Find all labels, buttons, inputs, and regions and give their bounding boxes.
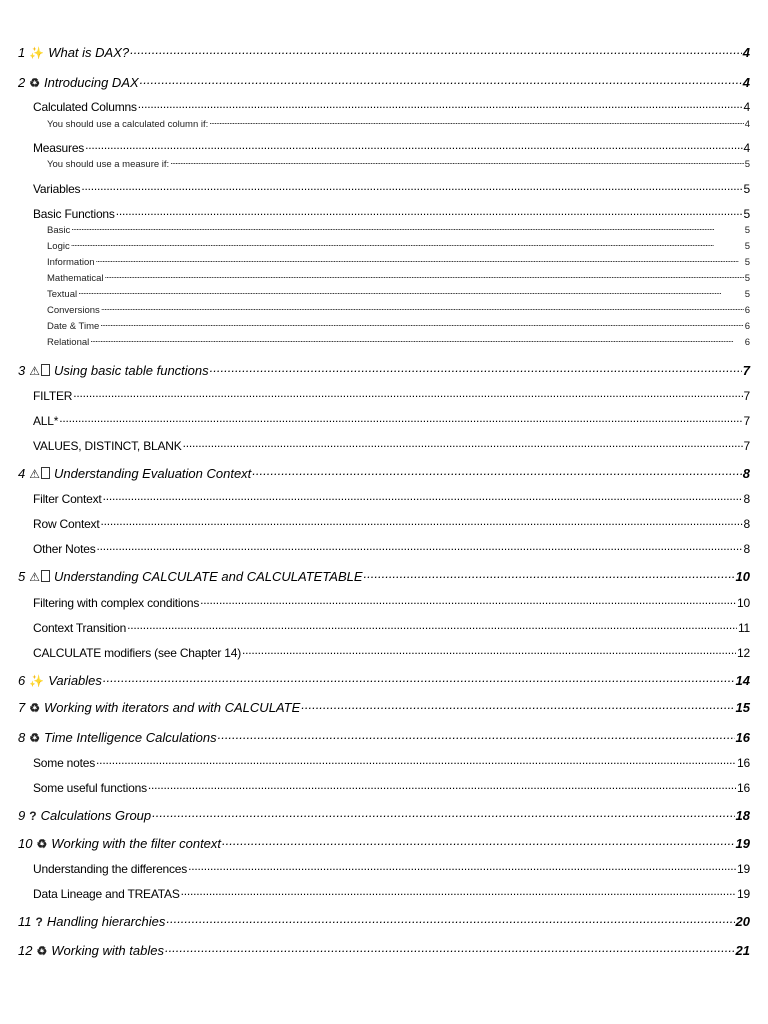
toc-entry-page-number: 7 [743, 389, 750, 403]
toc-entry-page-number: 8 [743, 492, 750, 506]
toc-entry-title: Textual [47, 288, 78, 300]
toc-entry-level-3[interactable] [47, 117, 750, 130]
toc-entry-heading [18, 943, 164, 958]
toc-entry-heading [47, 257, 95, 268]
recycle-icon: ♻ [36, 837, 48, 851]
toc-entry-page-number: 4 [744, 118, 750, 130]
toc-entry-heading [47, 273, 104, 284]
question-icon: ? [29, 809, 37, 823]
toc-entry-title: ALL* [33, 414, 59, 428]
toc-entry-title: Information [47, 256, 95, 268]
toc-entry-level-2[interactable] [33, 595, 750, 610]
toc-entry-level-3[interactable] [47, 319, 750, 332]
dot-leader [101, 303, 744, 313]
toc-entry-heading [47, 159, 169, 170]
toc-entry-level-2[interactable] [33, 541, 750, 556]
toc-entry-heading [18, 673, 102, 688]
toc-entry-heading [33, 414, 58, 428]
toc-entry-page-number: 6 [744, 336, 750, 348]
dot-leader [181, 886, 736, 898]
toc-entry-page-number: 7 [743, 439, 750, 453]
toc-entry-page-number: 15 [735, 700, 750, 715]
toc-entry-title: What is DAX? [48, 45, 130, 60]
toc-entry-heading [33, 542, 96, 556]
toc-entry-title: Variables [48, 673, 102, 688]
dot-leader [183, 438, 743, 450]
dot-leader [71, 239, 744, 249]
toc-entry-level-2[interactable] [33, 491, 750, 506]
toc-entry-heading [18, 45, 129, 60]
toc-entry-page-number: 4 [742, 45, 750, 60]
toc-entry-heading [18, 700, 300, 715]
toc-entry-title: Conversions [47, 304, 100, 316]
toc-entry-heading [47, 305, 100, 316]
toc-entry-page-number: 5 [743, 182, 750, 196]
dot-leader [96, 255, 744, 265]
dot-leader [85, 140, 742, 152]
toc-entry-title: Time Intelligence Calculations [44, 730, 217, 745]
toc-entry-heading [47, 119, 208, 130]
toc-entry-title: Calculations Group [40, 808, 152, 823]
toc-entry-page-number: 10 [735, 569, 750, 584]
toc-entry-page-number: 7 [743, 414, 750, 428]
toc-entry-title: Row Context [33, 517, 100, 531]
toc-entry-page-number: 5 [744, 158, 750, 170]
toc-entry-heading [33, 646, 241, 660]
dot-leader [100, 319, 743, 329]
toc-entry-heading [47, 289, 77, 300]
toc-entry-page-number: 8 [743, 542, 750, 556]
toc-entry-heading [33, 781, 147, 795]
toc-entry-level-1[interactable] [18, 835, 750, 851]
toc-entry-page-number: 8 [742, 466, 750, 481]
toc-entry-page-number: 8 [743, 517, 750, 531]
toc-entry-heading [33, 207, 115, 221]
toc-entry-level-1[interactable] [18, 942, 750, 958]
toc-entry-level-1[interactable] [18, 568, 750, 584]
toc-entry-heading [33, 389, 72, 403]
toc-entry-heading [33, 141, 84, 155]
chapter-number: 1 [18, 45, 26, 60]
toc-entry-page-number: 4 [743, 141, 750, 155]
toc-entry-level-2[interactable] [33, 620, 750, 635]
toc-entry-title: Working with iterators and with CALCULATE [44, 700, 301, 715]
toc-entry-level-2[interactable] [33, 516, 750, 531]
toc-entry-page-number: 4 [743, 100, 750, 114]
dot-leader [90, 335, 743, 345]
toc-entry-heading [47, 321, 99, 332]
toc-entry-level-3[interactable] [47, 255, 750, 268]
toc-entry-heading [33, 887, 180, 901]
toc-entry-page-number: 10 [737, 596, 750, 610]
toc-entry-page-number: 6 [744, 304, 750, 316]
dot-leader [140, 74, 742, 87]
toc-entry-title: Relational [47, 336, 90, 348]
toc-entry-level-2[interactable] [33, 99, 750, 114]
toc-entry-level-1[interactable] [18, 729, 750, 745]
toc-entry-page-number: 12 [737, 646, 750, 660]
warning-icon: ⚠ [29, 364, 50, 378]
toc-entry-title: Understanding the differences [33, 862, 188, 876]
toc-entry-title: Basic [47, 224, 71, 236]
toc-entry-heading [33, 182, 80, 196]
toc-entry-level-3[interactable] [47, 157, 750, 170]
toc-entry-level-1[interactable] [18, 699, 750, 715]
toc-entry-title: CALCULATE modifiers (see Chapter 14) [33, 646, 241, 660]
toc-entry-heading [33, 439, 182, 453]
dot-leader [364, 568, 735, 581]
toc-entry-title: Basic Functions [33, 207, 115, 221]
recycle-icon: ♻ [29, 76, 40, 90]
toc-entry-level-2[interactable] [33, 388, 750, 403]
toc-entry-heading [18, 363, 209, 378]
toc-entry-page-number: 4 [742, 75, 750, 90]
toc-entry-title: You should use a calculated column if: [47, 118, 209, 130]
toc-entry-level-2[interactable] [33, 861, 750, 876]
dot-leader [222, 835, 735, 848]
toc-entry-page-number: 5 [744, 224, 750, 236]
toc-entry-page-number: 7 [742, 363, 750, 378]
dot-leader [127, 620, 737, 632]
toc-entry-page-number: 5 [744, 240, 750, 252]
toc-entry-level-1[interactable] [18, 807, 750, 823]
dot-leader [210, 362, 742, 375]
dot-leader [170, 157, 744, 167]
warning-icon: ⚠ [29, 467, 50, 481]
recycle-icon: ♻ [29, 701, 40, 715]
toc-entry-title: Filtering with complex conditions [33, 596, 200, 610]
toc-entry-title: Data Lineage and TREATAS [33, 887, 180, 901]
dot-leader [200, 595, 736, 607]
toc-entry-title: Understanding Evaluation Context [54, 466, 252, 481]
toc-entry-level-2[interactable] [33, 780, 750, 795]
toc-entry-heading [33, 100, 137, 114]
sparkles-icon: ✨ [29, 46, 45, 60]
toc-entry-page-number: 20 [735, 914, 750, 929]
toc-entry-heading [47, 337, 89, 348]
toc-entry-level-2[interactable] [33, 140, 750, 155]
recycle-icon: ♻ [36, 944, 48, 958]
toc-entry-title: Working with tables [51, 943, 164, 958]
toc-entry-level-2[interactable] [33, 413, 750, 428]
dot-leader [130, 44, 742, 57]
toc-entry-page-number: 16 [737, 781, 750, 795]
toc-entry-heading [18, 569, 363, 584]
dot-leader [148, 780, 736, 792]
toc-entry-heading [18, 75, 139, 90]
toc-entry-title: Date & Time [47, 320, 100, 332]
chapter-number: 10 [18, 836, 33, 851]
toc-entry-level-3[interactable] [47, 223, 750, 236]
toc-entry-title: Handling hierarchies [46, 914, 166, 929]
dot-leader [101, 516, 743, 528]
toc-entry-title: Other Notes [33, 542, 96, 556]
toc-entry-heading [47, 225, 70, 236]
toc-entry-title: Calculated Columns [33, 100, 137, 114]
toc-entry-level-3[interactable] [47, 335, 750, 348]
toc-entry-level-1[interactable] [18, 465, 750, 481]
toc-entry-page-number: 11 [737, 621, 750, 635]
dot-leader [209, 117, 743, 127]
toc-entry-page-number: 19 [737, 862, 750, 876]
toc-entry-page-number: 18 [735, 808, 750, 823]
toc-entry-title: Some useful functions [33, 781, 147, 795]
toc-entry-title: Introducing DAX [44, 75, 139, 90]
toc-entry-page-number: 5 [744, 272, 750, 284]
toc-entry-page-number: 16 [737, 756, 750, 770]
toc-entry-heading [33, 492, 102, 506]
toc-entry-page-number: 5 [743, 207, 750, 221]
dot-leader [78, 287, 744, 297]
toc-entry-title: Logic [47, 240, 70, 252]
dot-leader [242, 645, 736, 657]
toc-entry-title: Using basic table functions [54, 363, 209, 378]
dot-leader [59, 413, 742, 425]
toc-entry-heading [33, 596, 199, 610]
toc-entry-level-3[interactable] [47, 239, 750, 252]
toc-entry-heading [33, 756, 95, 770]
chapter-number: 11 [18, 914, 32, 929]
dot-leader [96, 755, 736, 767]
dot-leader [301, 699, 734, 712]
dot-leader [103, 672, 735, 685]
recycle-icon: ♻ [29, 731, 40, 745]
toc-entry-heading [33, 862, 187, 876]
chapter-number: 5 [18, 569, 26, 584]
dot-leader [138, 99, 743, 111]
chapter-number: 3 [18, 363, 26, 378]
dot-leader [71, 223, 743, 233]
toc-entry-title: Understanding CALCULATE and CALCULATETABLE [54, 569, 363, 584]
toc-entry-page-number: 21 [735, 943, 750, 958]
toc-entry-level-1[interactable] [18, 44, 750, 60]
chapter-number: 12 [18, 943, 33, 958]
toc-entry-title: Working with the filter context [51, 836, 222, 851]
dot-leader [73, 388, 742, 400]
toc-entry-level-2[interactable] [33, 645, 750, 660]
toc-entry-title: Some notes [33, 756, 96, 770]
toc-entry-title: Measures [33, 141, 85, 155]
dot-leader [116, 206, 743, 218]
toc-entry-level-2[interactable] [33, 886, 750, 901]
toc-entry-title: Variables [33, 182, 81, 196]
toc-entry-level-1[interactable] [18, 913, 750, 929]
toc-entry-heading [47, 241, 70, 252]
toc-entry-level-2[interactable] [33, 181, 750, 196]
toc-entry-level-3[interactable] [47, 303, 750, 316]
toc-entry-heading [18, 808, 151, 823]
dot-leader [166, 913, 734, 926]
toc-entry-title: You should use a measure if: [47, 158, 170, 170]
toc-entry-title: Mathematical [47, 272, 104, 284]
toc-entry-page-number: 5 [744, 256, 750, 268]
dot-leader [188, 861, 736, 873]
sparkles-icon: ✨ [29, 674, 45, 688]
toc-entry-title: Filter Context [33, 492, 102, 506]
toc-entry-level-1[interactable] [18, 362, 750, 378]
chapter-number: 9 [18, 808, 26, 823]
toc-entry-level-2[interactable] [33, 438, 750, 453]
toc-entry-level-2[interactable] [33, 206, 750, 221]
toc-entry-level-3[interactable] [47, 271, 750, 284]
toc-entry-heading [33, 517, 100, 531]
toc-entry-title: VALUES, DISTINCT, BLANK [33, 439, 182, 453]
toc-entry-page-number: 6 [744, 320, 750, 332]
dot-leader [97, 541, 743, 553]
toc-entry-level-3[interactable] [47, 287, 750, 300]
dot-leader [81, 181, 742, 193]
toc-entry-level-2[interactable] [33, 755, 750, 770]
dot-leader [105, 271, 744, 281]
chapter-number: 8 [18, 730, 26, 745]
dot-leader [218, 729, 735, 742]
toc-entry-page-number: 19 [735, 836, 750, 851]
dot-leader [165, 942, 735, 955]
toc-entry-heading [18, 914, 165, 929]
chapter-number: 6 [18, 673, 26, 688]
toc-entry-heading [33, 621, 126, 635]
toc-entry-heading [18, 730, 217, 745]
toc-entry-heading [18, 836, 221, 851]
chapter-number: 4 [18, 466, 26, 481]
toc-entry-title: Context Transition [33, 621, 127, 635]
toc-entry-page-number: 19 [737, 887, 750, 901]
toc-entry-level-1[interactable] [18, 672, 750, 688]
dot-leader [152, 807, 734, 820]
question-icon: ? [35, 915, 43, 929]
toc-entry-level-1[interactable] [18, 74, 750, 90]
chapter-number: 7 [18, 700, 26, 715]
warning-icon: ⚠ [29, 570, 50, 584]
toc-entry-page-number: 16 [735, 730, 750, 745]
dot-leader [103, 491, 743, 503]
toc-entry-heading [18, 466, 251, 481]
toc-entry-title: FILTER [33, 389, 73, 403]
toc-entry-page-number: 5 [744, 288, 750, 300]
dot-leader [252, 465, 741, 478]
chapter-number: 2 [18, 75, 26, 90]
toc-entry-page-number: 14 [735, 673, 750, 688]
